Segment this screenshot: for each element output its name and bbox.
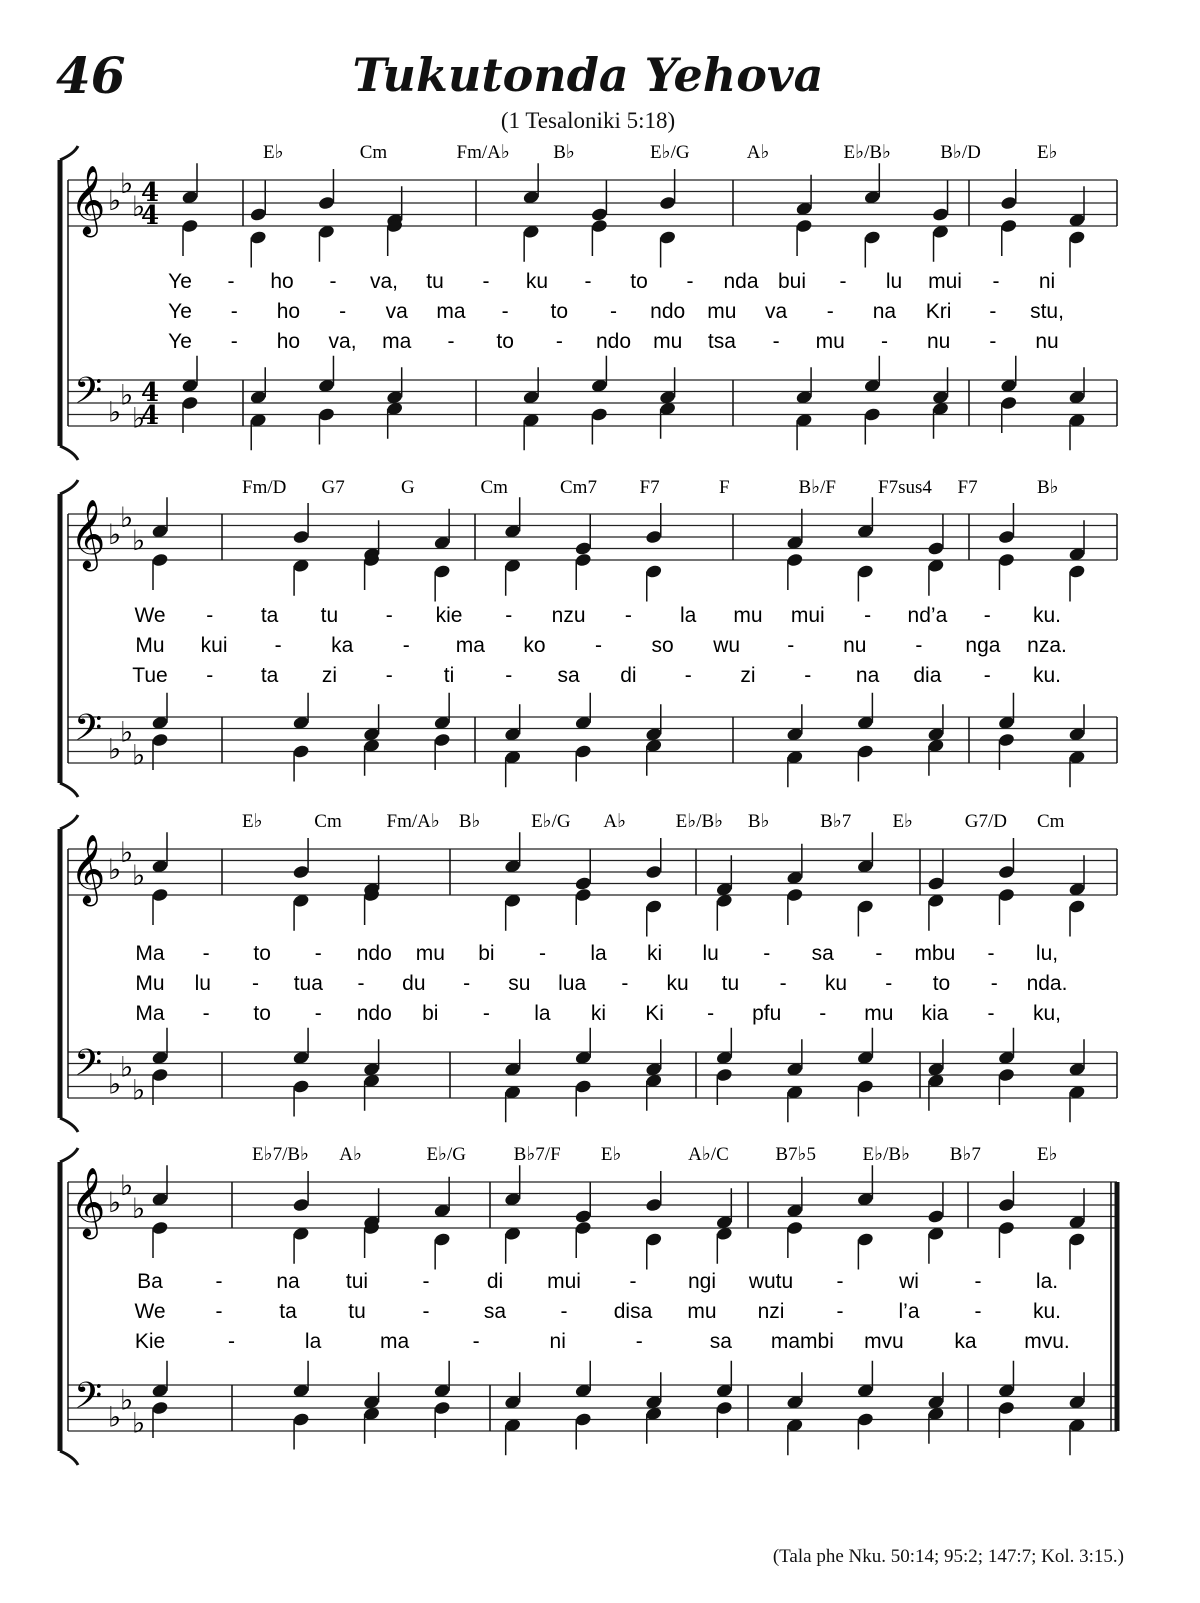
lyric-hyphen: -: [314, 1002, 322, 1025]
hymn-title: Tukutonda Yehova: [352, 48, 824, 102]
lyric-syllable: lu: [194, 972, 211, 995]
lyric-hyphen: -: [215, 1270, 223, 1293]
lyric-syllable: la.: [1035, 1270, 1059, 1293]
key-flat: ♭: [120, 378, 134, 412]
lyric-syllable: la: [680, 604, 697, 627]
chord-symbol: F: [719, 477, 730, 498]
lyric-syllable: ndo: [356, 942, 392, 965]
chord-symbol: E♭7/B♭: [252, 1144, 309, 1165]
lyric-syllable: ku: [525, 270, 549, 293]
lyric-syllable: mvu.: [1024, 1330, 1070, 1353]
bracket-hook-top: [60, 1148, 78, 1162]
lyric-syllable: l’a: [898, 1300, 920, 1323]
key-flat: ♭: [120, 835, 134, 869]
lyric-hyphen: -: [584, 270, 592, 293]
treble-clef: 𝄞: [70, 1167, 106, 1237]
lyric-syllable: bi: [478, 942, 495, 965]
lyric-syllable: Ma: [135, 1002, 165, 1025]
lyric-syllable: to: [253, 942, 271, 965]
bass-staff: [68, 1385, 1117, 1431]
chord-symbol: F7: [639, 477, 660, 498]
lyric-syllable: di: [620, 664, 637, 687]
chord-symbol: B♭7: [820, 811, 852, 832]
lyric-syllable: lu,: [1035, 942, 1059, 965]
chord-symbol: G7/D: [964, 811, 1007, 832]
lyric-hyphen: -: [836, 1300, 844, 1323]
lyric-hyphen: -: [447, 330, 455, 353]
chord-symbol: G: [401, 477, 415, 498]
lyric-hyphen: -: [560, 1300, 568, 1323]
lyric-syllable: mui: [790, 604, 825, 627]
lyric-hyphen: -: [314, 942, 322, 965]
lyric-hyphen: -: [989, 330, 997, 353]
chord-symbol: E♭: [892, 811, 914, 832]
lyric-hyphen: -: [402, 634, 410, 657]
lyric-hyphen: -: [885, 972, 893, 995]
lyric-hyphen: -: [505, 604, 513, 627]
key-flat: ♭: [120, 166, 134, 200]
lyric-hyphen: -: [707, 1002, 715, 1025]
lyric-syllable: mu: [653, 330, 683, 353]
key-flat: ♭: [132, 858, 146, 892]
lyric-syllable: va: [764, 300, 788, 323]
key-flat: ♭: [132, 1406, 146, 1440]
lyric-syllable: nda: [723, 270, 759, 293]
chord-symbol: A♭: [746, 142, 770, 163]
chord-symbol: B♭/F: [798, 477, 836, 498]
lyric-syllable: ko: [523, 634, 546, 657]
lyric-syllable: ku: [824, 972, 848, 995]
lyric-syllable: to: [932, 972, 951, 995]
lyric-syllable: Ba: [137, 1270, 163, 1293]
lyric-syllable: sa: [483, 1300, 507, 1323]
treble-clef: 𝄞: [70, 165, 106, 235]
lyric-syllable: sa: [557, 664, 580, 687]
lyric-syllable: ta: [260, 604, 279, 627]
key-flat: ♭: [120, 500, 134, 534]
lyric-syllable: zi: [321, 664, 337, 687]
lyric-syllable: mvu: [864, 1330, 904, 1353]
lyric-hyphen: -: [357, 972, 365, 995]
lyric-syllable: ku,: [1032, 1002, 1062, 1025]
lyric-syllable: zi: [740, 664, 756, 687]
key-flat: ♭: [120, 1383, 134, 1417]
lyric-syllable: mu: [707, 300, 737, 323]
key-flat: ♭: [108, 732, 122, 766]
lyric-syllable: Ye: [168, 270, 192, 293]
lyric-syllable: kui: [200, 634, 228, 657]
lyric-syllable: to: [253, 1002, 271, 1025]
lyric-syllable: mu: [733, 604, 763, 627]
bass-clef: 𝄢: [74, 707, 103, 758]
lyric-hyphen: -: [684, 664, 692, 687]
chord-symbol: E♭: [242, 811, 263, 832]
chord-symbol: Cm: [314, 811, 342, 832]
lyric-syllable: mui: [928, 270, 962, 293]
lyric-syllable: mu: [415, 942, 445, 965]
lyric-hyphen: -: [779, 972, 787, 995]
chord-symbol: B♭: [553, 142, 575, 163]
lyric-syllable: va: [385, 300, 408, 323]
lyric-syllable: Ye: [168, 330, 192, 353]
lyric-syllable: wi: [899, 1270, 919, 1293]
bracket-hook-top: [60, 815, 78, 829]
lyric-hyphen: -: [422, 1270, 430, 1293]
bracket-hook-top: [60, 146, 78, 160]
key-flat: ♭: [120, 1050, 134, 1084]
key-flat: ♭: [132, 738, 146, 772]
lyric-syllable: la: [304, 1330, 322, 1353]
scripture-footnote: (Tala phe Nku. 50:14; 95:2; 147:7; Kol. 3:15.): [772, 1546, 1124, 1567]
chord-symbol: E♭/G: [650, 142, 690, 163]
chord-symbol: B♭7: [949, 1144, 981, 1165]
lyric-hyphen: -: [274, 634, 282, 657]
lyric-syllable: pfu: [752, 1002, 782, 1025]
lyric-syllable: nza.: [1027, 634, 1067, 657]
time-signature-numerator: 4: [140, 178, 160, 208]
lyric-syllable: Ma: [135, 942, 165, 965]
lyric-hyphen: -: [227, 270, 235, 293]
bass-staff: [68, 717, 1117, 763]
lyric-hyphen: -: [629, 1270, 637, 1293]
lyric-hyphen: -: [826, 300, 834, 323]
lyric-hyphen: -: [482, 270, 490, 293]
lyric-syllable: sa: [709, 1330, 732, 1353]
lyric-hyphen: -: [538, 942, 546, 965]
chord-symbol: E♭/B♭: [843, 142, 891, 163]
lyric-syllable: disa: [613, 1300, 653, 1323]
lyric-hyphen: -: [202, 1002, 210, 1025]
time-signature-denominator: 4: [140, 401, 160, 431]
lyric-hyphen: -: [501, 300, 509, 323]
lyric-hyphen: -: [624, 604, 632, 627]
lyric-syllable: so: [651, 634, 674, 657]
lyric-syllable: va,: [328, 330, 357, 353]
lyric-syllable: ndo: [595, 330, 632, 353]
bracket-hook-top: [60, 480, 78, 494]
chord-symbol: G7: [321, 477, 345, 498]
lyric-syllable: ka: [954, 1330, 977, 1353]
chord-symbol: B♭7/F: [513, 1144, 561, 1165]
lyric-hyphen: -: [482, 1002, 490, 1025]
lyric-syllable: ku: [666, 972, 689, 995]
lyric-hyphen: -: [836, 1270, 844, 1293]
lyric-syllable: ku.: [1032, 604, 1062, 627]
key-flat: ♭: [108, 1400, 122, 1434]
key-flat: ♭: [108, 518, 122, 551]
lyric-syllable: bi: [422, 1002, 439, 1025]
key-flat: ♭: [108, 1067, 122, 1101]
lyric-syllable: lu: [885, 270, 903, 293]
lyric-hyphen: -: [252, 972, 260, 995]
lyric-syllable: di: [486, 1270, 504, 1293]
key-flat: ♭: [120, 715, 134, 749]
lyric-syllable: mu: [687, 1300, 717, 1323]
lyric-syllable: ni: [549, 1330, 566, 1353]
lyric-syllable: su: [508, 972, 531, 995]
chord-symbol: Cm: [1037, 811, 1065, 832]
lyric-hyphen: -: [804, 664, 812, 687]
lyric-hyphen: -: [595, 634, 602, 657]
chord-symbol: B♭/D: [940, 142, 981, 163]
lyric-syllable: ku.: [1032, 1300, 1062, 1323]
lyric-syllable: va,: [369, 270, 399, 293]
chord-symbol: F7sus4: [878, 477, 932, 498]
lyric-syllable: ni: [1038, 270, 1056, 293]
bracket-hook-bottom: [60, 1118, 78, 1132]
bass-staff: [68, 1052, 1117, 1098]
lyric-syllable: tsa: [707, 330, 736, 353]
lyric-syllable: Mu: [135, 972, 165, 995]
treble-clef: 𝄞: [70, 834, 106, 904]
treble-staff: [68, 180, 1117, 226]
lyric-hyphen: -: [819, 1002, 827, 1025]
bracket-hook-bottom: [60, 1451, 78, 1465]
lyric-hyphen: -: [230, 330, 238, 353]
key-flat: ♭: [120, 1168, 134, 1202]
chord-symbol: Cm: [480, 477, 508, 498]
lyric-hyphen: -: [974, 1300, 982, 1323]
lyric-syllable: mbu: [914, 942, 956, 965]
lyric-syllable: nda.: [1026, 972, 1068, 995]
lyric-hyphen: -: [610, 300, 617, 323]
lyric-syllable: nzu: [551, 604, 586, 627]
chord-symbol: A♭: [603, 811, 627, 832]
lyric-syllable: to: [550, 300, 569, 323]
bass-clef: 𝄢: [74, 1375, 103, 1426]
lyric-hyphen: -: [989, 300, 997, 323]
lyric-syllable: ta: [279, 1300, 297, 1323]
lyric-hyphen: -: [206, 604, 214, 627]
chord-symbol: Fm/D: [242, 477, 287, 498]
lyric-syllable: tu: [426, 270, 444, 293]
key-flat: ♭: [108, 395, 122, 429]
key-flat: ♭: [132, 523, 146, 557]
chord-symbol: B♭: [1037, 477, 1059, 498]
lyric-hyphen: -: [329, 270, 337, 293]
lyric-hyphen: -: [230, 300, 238, 323]
lyric-hyphen: -: [463, 972, 471, 995]
chord-symbol: F7: [957, 477, 978, 498]
lyric-hyphen: -: [621, 972, 629, 995]
lyric-hyphen: -: [385, 664, 393, 687]
lyric-syllable: ndo: [650, 300, 686, 323]
lyric-hyphen: -: [202, 942, 210, 965]
lyric-hyphen: -: [422, 1300, 430, 1323]
treble-staff: [68, 849, 1117, 895]
lyric-syllable: nu: [1035, 330, 1059, 353]
lyric-syllable: nd’a: [907, 604, 948, 627]
bass-clef: 𝄢: [74, 370, 103, 421]
key-flat: ♭: [132, 401, 146, 435]
lyric-hyphen: -: [686, 270, 694, 293]
lyric-hyphen: -: [555, 330, 563, 353]
time-signature-denominator: 4: [140, 201, 160, 231]
lyric-syllable: ki: [646, 942, 663, 965]
lyric-syllable: Mu: [135, 634, 165, 657]
lyric-syllable: sa: [811, 942, 834, 965]
lyric-syllable: tu: [320, 604, 339, 627]
bracket-hook-bottom: [60, 783, 78, 797]
lyric-hyphen: -: [915, 634, 923, 657]
lyric-syllable: tui: [345, 1270, 369, 1293]
lyric-syllable: Tue: [132, 664, 168, 687]
chord-symbol: Fm/A♭: [386, 811, 440, 832]
lyric-syllable: Kie: [134, 1330, 166, 1353]
chord-symbol: A♭/C: [688, 1144, 729, 1165]
lyric-syllable: ma: [436, 300, 466, 323]
lyric-syllable: ka: [331, 634, 354, 657]
lyric-hyphen: -: [763, 942, 771, 965]
lyric-syllable: Ki: [645, 1002, 664, 1025]
lyric-syllable: We: [134, 604, 166, 627]
lyric-hyphen: -: [228, 1330, 236, 1353]
lyric-syllable: Kri: [925, 300, 952, 323]
lyric-hyphen: -: [992, 270, 1000, 293]
key-flat: ♭: [132, 189, 146, 223]
lyric-hyphen: -: [635, 1330, 643, 1353]
lyric-hyphen: -: [505, 664, 513, 687]
lyric-hyphen: -: [880, 330, 888, 353]
key-flat: ♭: [132, 1191, 146, 1225]
lyric-syllable: nu: [926, 330, 951, 353]
lyric-syllable: la: [534, 1002, 551, 1025]
lyric-syllable: ki: [590, 1002, 607, 1025]
lyric-hyphen: -: [206, 664, 214, 687]
lyric-syllable: bui: [777, 270, 807, 293]
lyric-hyphen: -: [983, 604, 991, 627]
lyric-syllable: ti: [443, 664, 455, 687]
lyric-hyphen: -: [987, 1002, 995, 1025]
lyric-syllable: ma: [382, 330, 412, 353]
lyric-syllable: wu: [713, 634, 741, 657]
key-flat: ♭: [132, 1073, 146, 1107]
lyric-hyphen: -: [339, 300, 347, 323]
lyric-hyphen: -: [987, 942, 995, 965]
chord-symbol: B♭: [458, 811, 481, 832]
lyric-syllable: kie: [435, 604, 463, 627]
lyric-syllable: ta: [260, 664, 279, 687]
lyric-syllable: mambi: [770, 1330, 834, 1353]
lyric-syllable: ndo: [356, 1002, 392, 1025]
chord-symbol: E♭/G: [426, 1144, 467, 1165]
bracket-hook-bottom: [60, 446, 78, 460]
lyric-syllable: la: [590, 942, 607, 965]
lyric-hyphen: -: [472, 1330, 480, 1353]
treble-clef: 𝄞: [70, 499, 106, 569]
lyric-syllable: na: [872, 300, 897, 323]
hymn-number: 46: [56, 46, 126, 105]
lyric-syllable: tua: [293, 972, 323, 995]
key-flat: ♭: [108, 184, 122, 217]
chord-symbol: A♭: [339, 1144, 362, 1165]
lyric-syllable: mui: [547, 1270, 581, 1293]
chord-symbol: B7♭5: [775, 1144, 816, 1165]
lyric-hyphen: -: [983, 664, 991, 687]
chord-symbol: E♭: [1037, 1144, 1058, 1165]
lyric-syllable: du: [402, 972, 426, 995]
lyric-syllable: to: [630, 270, 648, 293]
treble-staff: [68, 1182, 1117, 1228]
lyric-syllable: kia: [921, 1002, 949, 1025]
key-flat: ♭: [108, 1186, 122, 1219]
lyric-syllable: to: [496, 330, 514, 353]
time-signature-numerator: 4: [140, 378, 160, 408]
chord-symbol: E♭: [600, 1144, 622, 1165]
lyric-hyphen: -: [385, 604, 393, 627]
lyric-hyphen: -: [787, 634, 795, 657]
lyric-syllable: ho: [276, 330, 301, 353]
chord-symbol: E♭/B♭: [862, 1144, 911, 1165]
key-flat: ♭: [108, 853, 122, 886]
chord-symbol: Cm7: [560, 477, 597, 498]
lyric-syllable: ho: [276, 300, 301, 323]
lyric-syllable: tu: [348, 1300, 366, 1323]
lyric-syllable: ho: [270, 270, 294, 293]
lyric-hyphen: -: [974, 1270, 982, 1293]
lyric-syllable: mu: [815, 330, 845, 353]
lyric-hyphen: -: [864, 604, 872, 627]
lyric-hyphen: -: [772, 330, 780, 353]
lyric-syllable: ma: [455, 634, 485, 657]
lyric-syllable: stu,: [1030, 300, 1064, 323]
bass-clef: 𝄢: [74, 1042, 103, 1093]
lyric-syllable: dia: [913, 664, 942, 687]
chord-symbol: E♭/G: [531, 811, 571, 832]
chord-symbol: E♭: [1037, 142, 1058, 163]
chord-symbol: Cm: [359, 142, 388, 163]
lyric-syllable: tu: [721, 972, 740, 995]
chord-symbol: E♭/B♭: [675, 811, 724, 832]
lyric-syllable: ku.: [1032, 664, 1062, 687]
lyric-syllable: nzi: [757, 1300, 785, 1323]
lyric-hyphen: -: [990, 972, 998, 995]
lyric-syllable: ma: [380, 1330, 410, 1353]
lyric-syllable: wutu: [748, 1270, 794, 1293]
lyric-syllable: Ye: [168, 300, 192, 323]
chord-symbol: B♭: [747, 811, 770, 832]
lyric-syllable: mu: [864, 1002, 894, 1025]
lyric-syllable: ngi: [687, 1270, 717, 1293]
lyric-syllable: na: [276, 1270, 300, 1293]
chord-symbol: E♭: [263, 142, 284, 163]
lyric-syllable: na: [855, 664, 880, 687]
lyric-syllable: lu: [702, 942, 719, 965]
hymn-scripture-reference: (1 Tesaloniki 5:18): [500, 108, 676, 133]
lyric-hyphen: -: [875, 942, 883, 965]
lyric-hyphen: -: [215, 1300, 223, 1323]
lyric-syllable: We: [134, 1300, 166, 1323]
lyric-syllable: nu: [843, 634, 867, 657]
chord-symbol: Fm/A♭: [456, 142, 510, 163]
lyric-syllable: nga: [965, 634, 1001, 657]
lyric-syllable: lua: [558, 972, 587, 995]
treble-staff: [68, 514, 1117, 560]
lyric-hyphen: -: [839, 270, 847, 293]
